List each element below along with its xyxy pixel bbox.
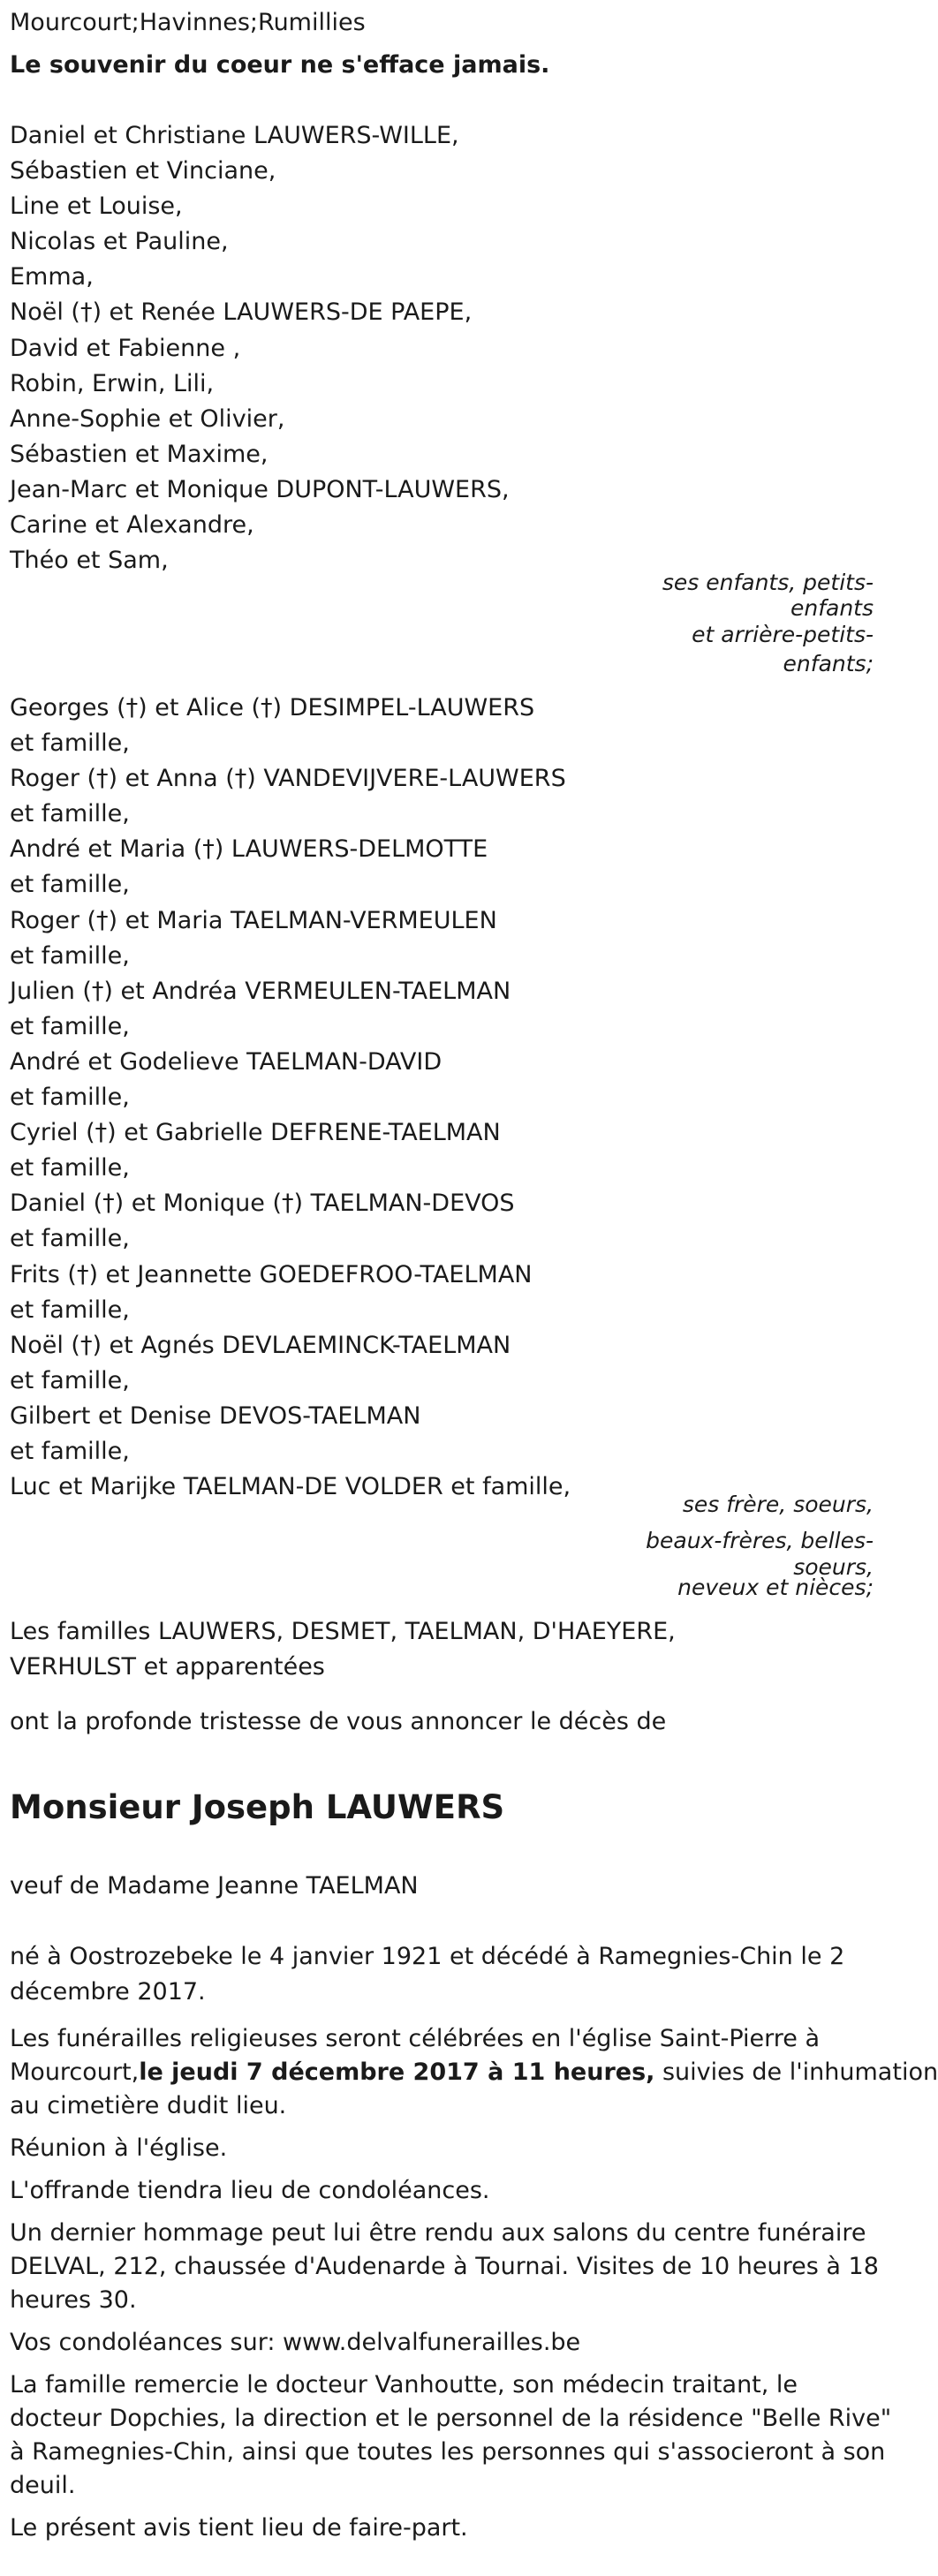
family-line: Nicolas et Pauline,: [10, 228, 229, 256]
closing: Le présent avis tient lieu de faire-part.: [10, 2514, 468, 2542]
family-line: Georges (†) et Alice (†) DESIMPEL-LAUWERS: [10, 694, 535, 721]
family-line: André et Maria (†) LAUWERS-DELMOTTE: [10, 835, 488, 864]
funeral-line: au cimetière dudit lieu.: [10, 2092, 287, 2119]
family-line: et famille,: [10, 941, 130, 970]
role-line: beaux-frères, belles-: [646, 1527, 874, 1553]
funeral-line: [10, 2056, 938, 2089]
family-line: et famille,: [10, 1366, 130, 1394]
deceased-name: Monsieur Joseph LAUWERS: [10, 1788, 505, 1826]
families-line: Les familles LAUWERS, DESMET, TAELMAN, D'HAEYERE,: [10, 1618, 676, 1645]
family-line: Anne-Sophie et Olivier,: [10, 404, 285, 433]
family-line: Jean-Marc et Monique DUPONT-LAUWERS,: [10, 475, 510, 503]
homage-paragraph: [10, 2217, 879, 2317]
families-line: VERHULST et apparentées: [10, 1653, 325, 1681]
funeral-line: Les funérailles religieuses seront célébrées en l'église Saint-Pierre à: [10, 2025, 821, 2052]
family-line: Daniel (†) et Monique (†) TAELMAN-DEVOS: [10, 1190, 515, 1218]
family-line: Sébastien et Maxime,: [10, 440, 269, 468]
birth-death-line: décembre 2017.: [10, 1978, 206, 2006]
families-paragraph: [10, 1614, 871, 1685]
family-line: Théo et Sam,: [10, 547, 169, 575]
thanks-line: docteur Dopchies, la direction et le personnel de la résidence "Belle Rive": [10, 2405, 892, 2432]
motto: Le souvenir du coeur ne s'efface jamais.: [10, 51, 550, 79]
announcement: ont la profonde tristesse de vous annoncer le décès de: [10, 1708, 667, 1735]
family-line: Daniel et Christiane LAUWERS-WILLE,: [10, 122, 459, 149]
role-line: soeurs,: [793, 1554, 874, 1580]
reunion: Réunion à l'église.: [10, 2134, 228, 2162]
role-line: ses enfants, petits-: [662, 570, 874, 595]
offering: L'offrande tiendra lieu de condoléances.: [10, 2177, 490, 2204]
role-line: enfants: [790, 594, 874, 621]
family-line: Roger (†) et Maria TAELMAN-VERMEULEN: [10, 906, 497, 934]
role-line: neveux et nièces;: [677, 1574, 874, 1600]
funeral-date: le jeudi 7 décembre 2017 à 11 heures,: [139, 2059, 655, 2086]
family-line: David et Fabienne ,: [10, 334, 241, 362]
family-line: et famille,: [10, 1225, 130, 1253]
role-line: enfants;: [783, 650, 874, 676]
family-line: et famille,: [10, 729, 130, 758]
children-role: [573, 565, 874, 682]
family-line: et famille,: [10, 1084, 130, 1112]
family-line: et famille,: [10, 871, 130, 899]
family-line: Sébastien et Vinciane,: [10, 157, 276, 185]
siblings-role: [573, 1487, 874, 1605]
family-line: Emma,: [10, 263, 94, 291]
homage-line: Un dernier hommage peut lui être rendu aux salons du centre funéraire: [10, 2219, 866, 2247]
family-line: et famille,: [10, 1012, 130, 1040]
family-line: Frits (†) et Jeannette GOEDEFROO-TAELMAN: [10, 1260, 533, 1288]
birth-death: [10, 1939, 871, 2010]
role-line: et arrière-petits-: [692, 622, 874, 647]
details: [10, 2022, 938, 2554]
family-line: Robin, Erwin, Lili,: [10, 369, 215, 397]
family-line: André et Godelieve TAELMAN-DAVID: [10, 1047, 443, 1076]
family-line: Noël (†) et Renée LAUWERS-DE PAEPE,: [10, 298, 473, 327]
thanks-line: à Ramegnies-Chin, ainsi que toutes les personnes qui s'associeront à son: [10, 2438, 886, 2466]
locations-line: Mourcourt;Havinnes;Rumillies: [10, 9, 366, 36]
condolences: Vos condoléances sur: www.delvalfunerailles.be: [10, 2329, 581, 2356]
thanks-line: La famille remercie le docteur Vanhoutte, son médecin traitant, le: [10, 2371, 798, 2398]
role-line: ses frère, soeurs,: [682, 1492, 874, 1517]
family-line: Gilbert et Denise DEVOS-TAELMAN: [10, 1401, 421, 1430]
widower-of: veuf de Madame Jeanne TAELMAN: [10, 1872, 419, 1900]
family-line: Cyriel (†) et Gabrielle DEFRENE-TAELMAN: [10, 1119, 501, 1147]
birth-death-line: né à Oostrozebeke le 4 janvier 1921 et décédé à Ramegnies-Chin le 2: [10, 1943, 845, 1970]
family-line: et famille,: [10, 1154, 130, 1182]
homage-line: heures 30.: [10, 2286, 137, 2314]
thanks-paragraph: [10, 2368, 892, 2503]
children-list: [10, 118, 510, 578]
family-line: Noël (†) et Agnés DEVLAEMINCK-TAELMAN: [10, 1331, 511, 1359]
family-line: Luc et Marijke TAELMAN-DE VOLDER et famille,: [10, 1473, 571, 1501]
siblings-list: [10, 691, 571, 1505]
family-line: et famille,: [10, 800, 130, 828]
funeral-paragraph: [10, 2022, 938, 2123]
funeral-burial: suivies de l'inhumation: [654, 2059, 938, 2086]
family-line: et famille,: [10, 1437, 130, 1465]
homage-line: DELVAL, 212, chaussée d'Audenarde à Tournai. Visites de 10 heures à 18: [10, 2253, 879, 2280]
thanks-line: deuil.: [10, 2472, 76, 2499]
family-line: Line et Louise,: [10, 193, 183, 221]
family-line: et famille,: [10, 1296, 130, 1324]
family-line: Roger (†) et Anna (†) VANDEVIJVERE-LAUWERS: [10, 765, 566, 793]
funeral-place: Mourcourt,: [10, 2059, 140, 2086]
family-line: Julien (†) et Andréa VERMEULEN-TAELMAN: [10, 977, 511, 1005]
family-line: Carine et Alexandre,: [10, 511, 254, 540]
